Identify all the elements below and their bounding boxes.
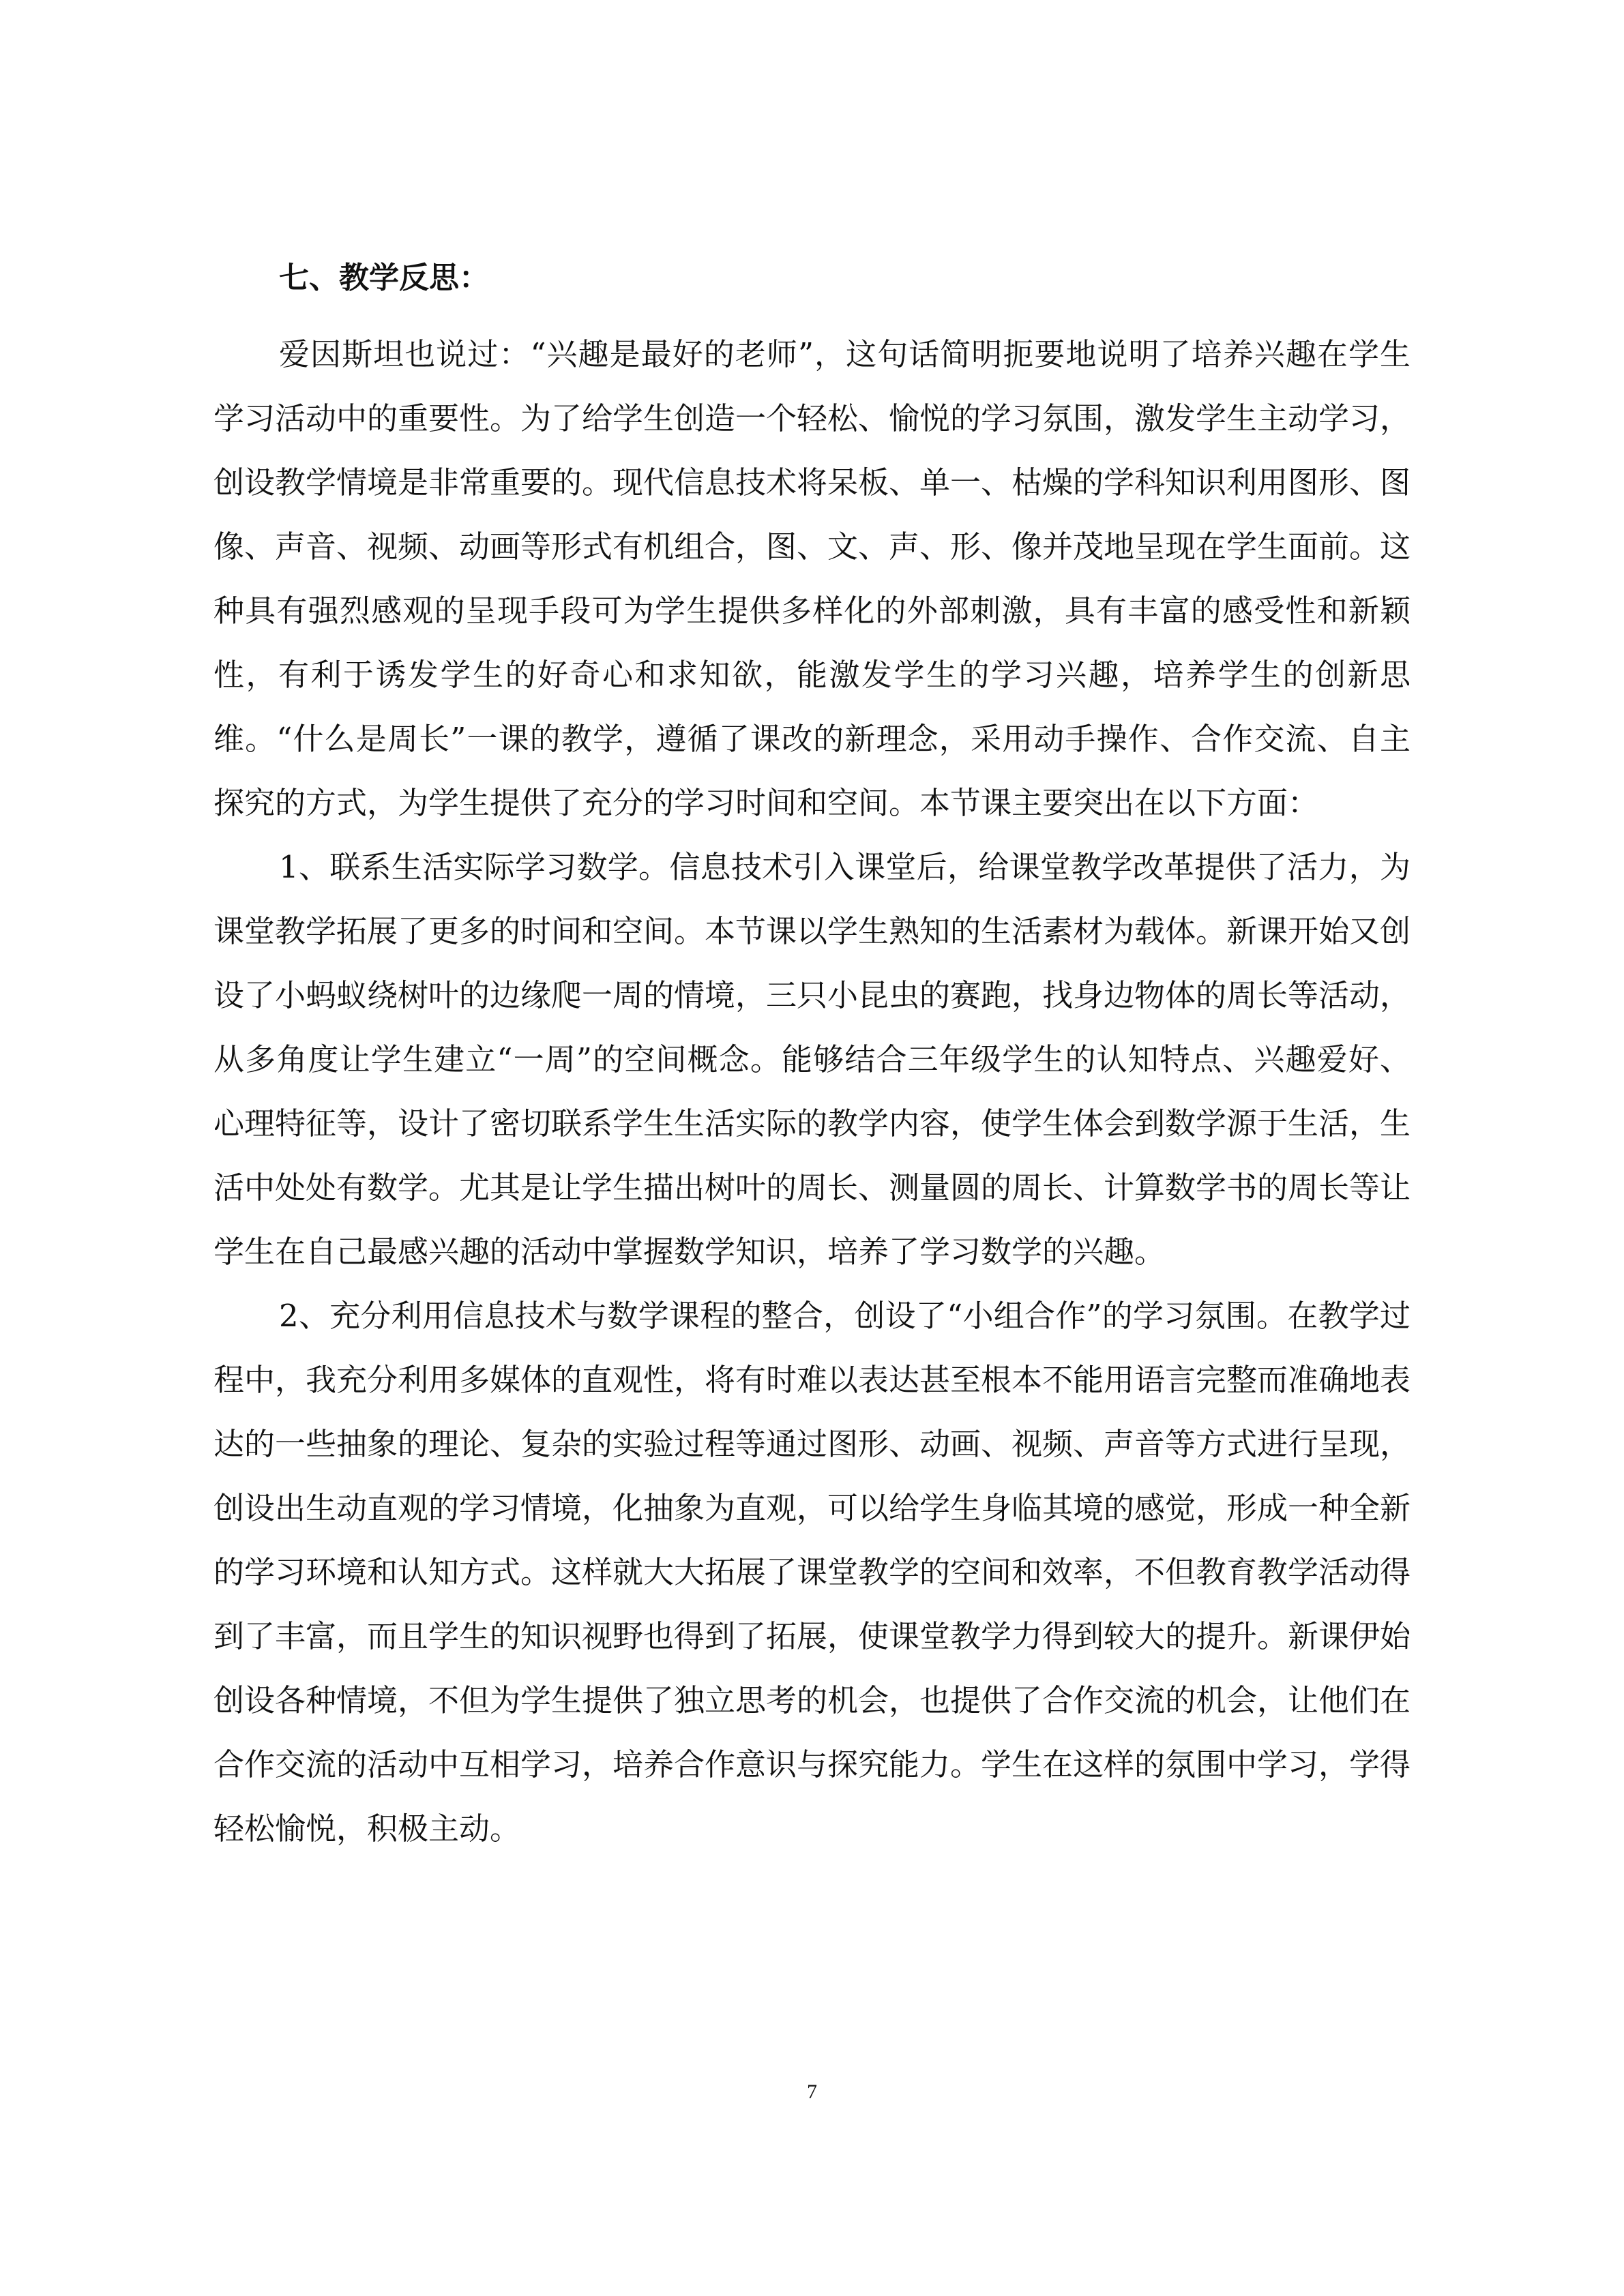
page-number: 7 (807, 2081, 817, 2103)
paragraph-intro: 爱因斯坦也说过：“兴趣是最好的老师”，这句话简明扼要地说明了培养兴趣在学生学习活动中的重要性。为了给学生创造一个轻松、愉悦的学习氛围，激发学生主动学习，创设教学情境是非常重要的。现代信息技术将呆板、单一、枯燥的学科知识利用图形、图像、声音、视频、动画等形式有机组合，图、文、声、形、像并茂地呈现在学生面前。这种具有强烈感观的呈现手段可为学生提供多样化的外部刺激，具有丰富的感受性和新颖性，有利于诱发学生的好奇心和求知欲，能激发学生的学习兴趣，培养学生的创新思维。“什么是周长”一课的教学，遵循了课改的新理念，采用动手操作、合作交流、自主探究的方式，为学生提供了充分的学习时间和空间。本节课主要突出在以下方面： (213, 336, 1411, 821)
page-body (213, 258, 1411, 1861)
paragraph-point-1: 1、联系生活实际学习数学。信息技术引入课堂后，给课堂教学改革提供了活力，为课堂教学拓展了更多的时间和空间。本节课以学生熟知的生活素材为载体。新课开始又创设了小蚂蚁绕树叶的边缘爬一周的情境，三只小昆虫的赛跑，找身边物体的周长等活动，从多角度让学生建立“一周”的空间概念。能够结合三年级学生的认知特点、兴趣爱好、心理特征等，设计了密切联系学生生活实际的教学内容，使学生体会到数学源于生活，生活中处处有数学。尤其是让学生描出树叶的周长、测量圆的周长、计算数学书的周长等让学生在自己最感兴趣的活动中掌握数学知识，培养了学习数学的兴趣。 (213, 849, 1411, 1270)
section-heading: 七、教学反思： (279, 260, 489, 295)
paragraph-point-2: 2、充分利用信息技术与数学课程的整合，创设了“小组合作”的学习氛围。在教学过程中，我充分利用多媒体的直观性，将有时难以表达甚至根本不能用语言完整而准确地表达的一些抽象的理论、复杂的实验过程等通过图形、动画、视频、声音等方式进行呈现，创设出生动直观的学习情境，化抽象为直观，可以给学生身临其境的感觉，形成一种全新的学习环境和认知方式。这样就大大拓展了课堂教学的空间和效率，不但教育教学活动得到了丰富，而且学生的知识视野也得到了拓展，使课堂教学力得到较大的提升。新课伊始创设各种情境，不但为学生提供了独立思考的机会，也提供了合作交流的机会，让他们在合作交流的活动中互相学习，培养合作意识与探究能力。学生在这样的氛围中学习，学得轻松愉悦，积极主动。 (213, 1298, 1411, 1847)
